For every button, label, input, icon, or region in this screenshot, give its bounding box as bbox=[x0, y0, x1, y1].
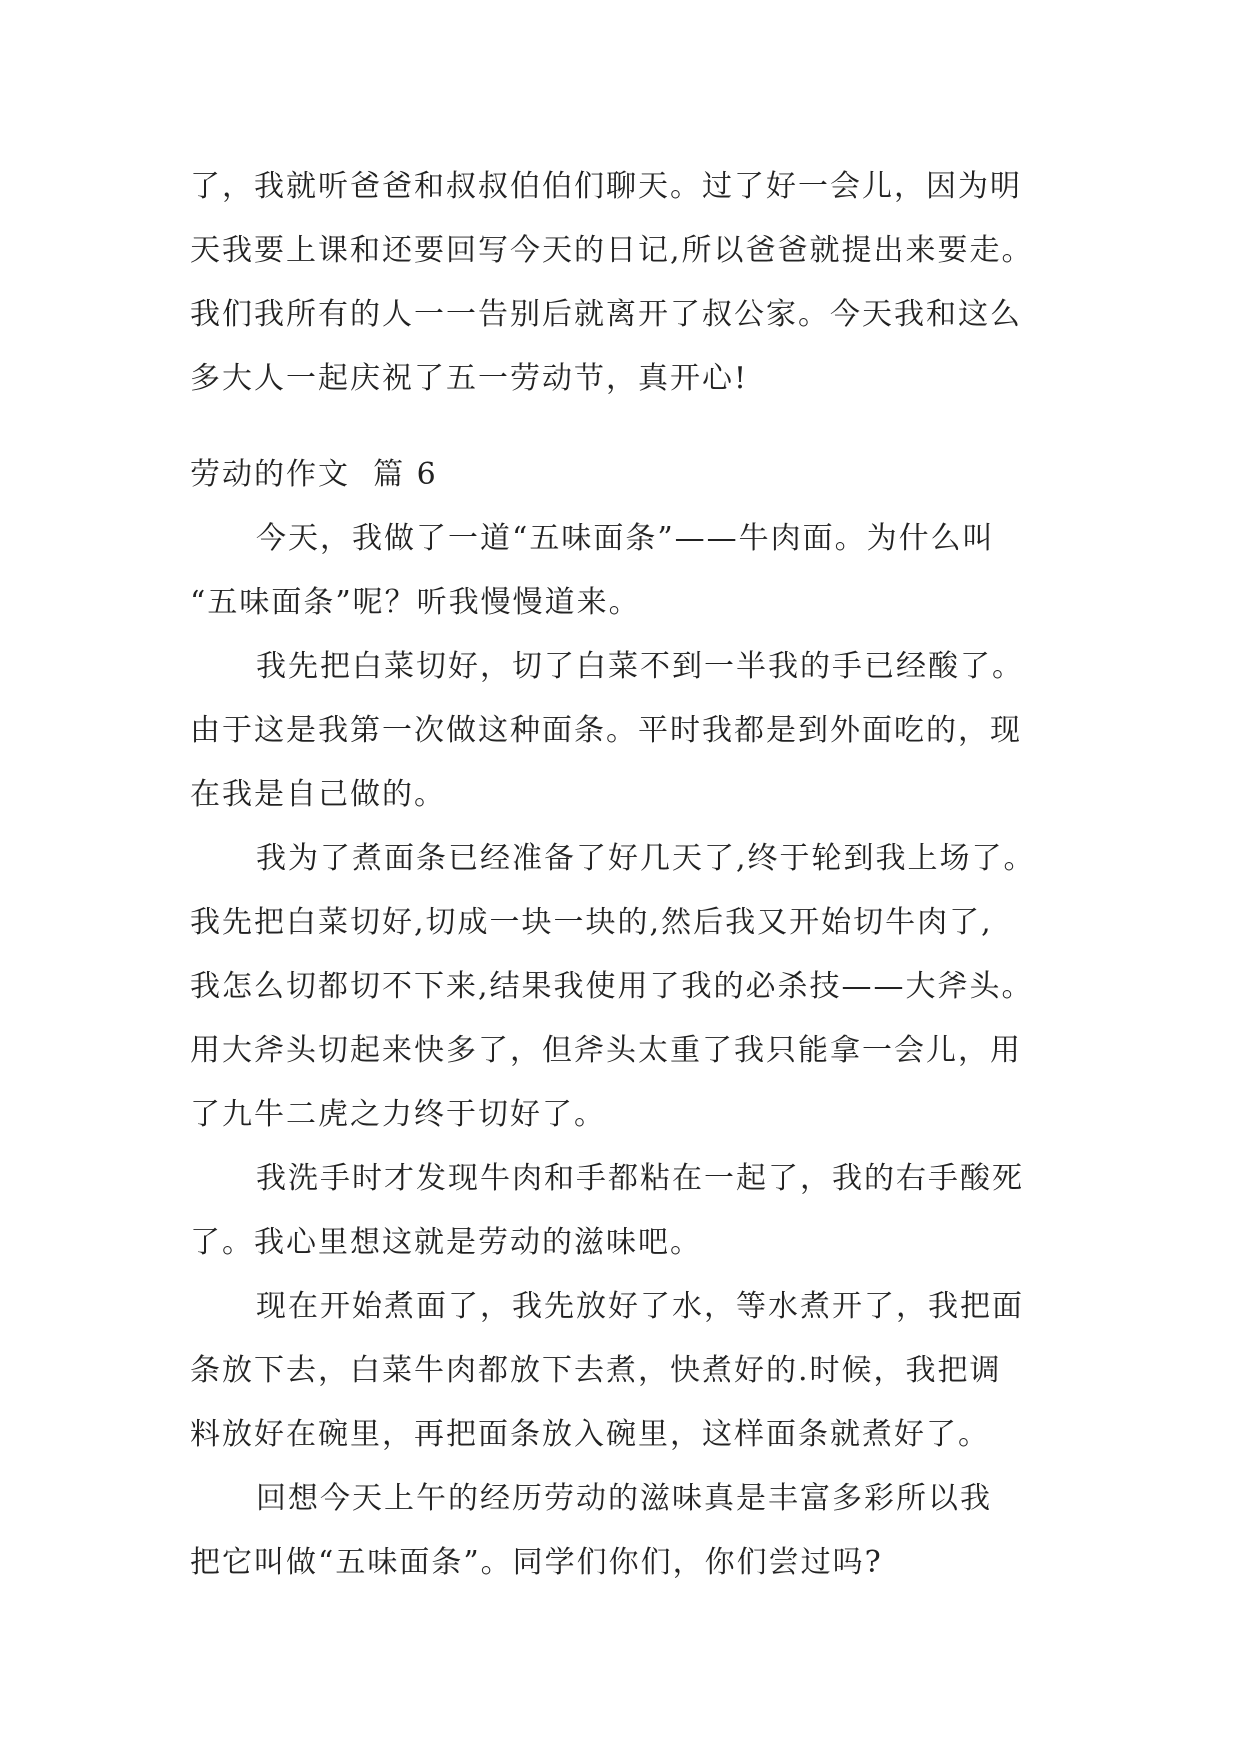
section-heading: 劳动的作文 篇 6 bbox=[190, 457, 438, 492]
text-line: “五味面条”呢？听我慢慢道来。 bbox=[190, 585, 641, 620]
text-line: 条放下去，白菜牛肉都放下去煮，快煮好的.时候，我把调 bbox=[190, 1353, 1002, 1388]
text-line: 了，我就听爸爸和叔叔伯伯们聊天。过了好一会儿，因为明 bbox=[190, 169, 1022, 204]
text-line: 我们我所有的人一一告别后就离开了叔公家。今天我和这么 bbox=[190, 297, 1022, 332]
paragraph-first-line: 现在开始煮面了，我先放好了水，等水煮开了，我把面 bbox=[256, 1289, 1024, 1324]
text-line: 由于这是我第一次做这种面条。平时我都是到外面吃的，现 bbox=[190, 713, 1022, 748]
text-line: 我先把白菜切好,切成一块一块的,然后我又开始切牛肉了, bbox=[190, 905, 993, 940]
paragraph-first-line: 我洗手时才发现牛肉和手都粘在一起了，我的右手酸死 bbox=[256, 1161, 1024, 1196]
text-line: 多大人一起庆祝了五一劳动节，真开心! bbox=[190, 361, 749, 396]
text-line: 在我是自己做的。 bbox=[190, 777, 446, 812]
section-heading-block bbox=[190, 443, 1090, 507]
intro-paragraph bbox=[190, 155, 1090, 411]
text-line: 我怎么切都切不下来,结果我使用了我的必杀技——大斧头。 bbox=[190, 969, 1034, 1004]
text-line: 用大斧头切起来快多了，但斧头太重了我只能拿一会儿，用 bbox=[190, 1033, 1022, 1068]
paragraph-first-line: 今天，我做了一道“五味面条”——牛肉面。为什么叫 bbox=[256, 521, 995, 556]
essay-body bbox=[190, 507, 1090, 1595]
text-line: 天我要上课和还要回写今天的日记,所以爸爸就提出来要走。 bbox=[190, 233, 1034, 268]
paragraph-first-line: 回想今天上午的经历劳动的滋味真是丰富多彩所以我 bbox=[256, 1481, 992, 1516]
text-line: 把它叫做“五味面条”。同学们你们，你们尝过吗? bbox=[190, 1545, 883, 1580]
paragraph-first-line: 我先把白菜切好，切了白菜不到一半我的手已经酸了。 bbox=[256, 649, 1024, 684]
text-line: 了九牛二虎之力终于切好了。 bbox=[190, 1097, 606, 1132]
text-line: 了。我心里想这就是劳动的滋味吧。 bbox=[190, 1225, 702, 1260]
paragraph-first-line: 我为了煮面条已经准备了好几天了,终于轮到我上场了。 bbox=[256, 841, 1036, 876]
text-line: 料放好在碗里，再把面条放入碗里，这样面条就煮好了。 bbox=[190, 1417, 990, 1452]
